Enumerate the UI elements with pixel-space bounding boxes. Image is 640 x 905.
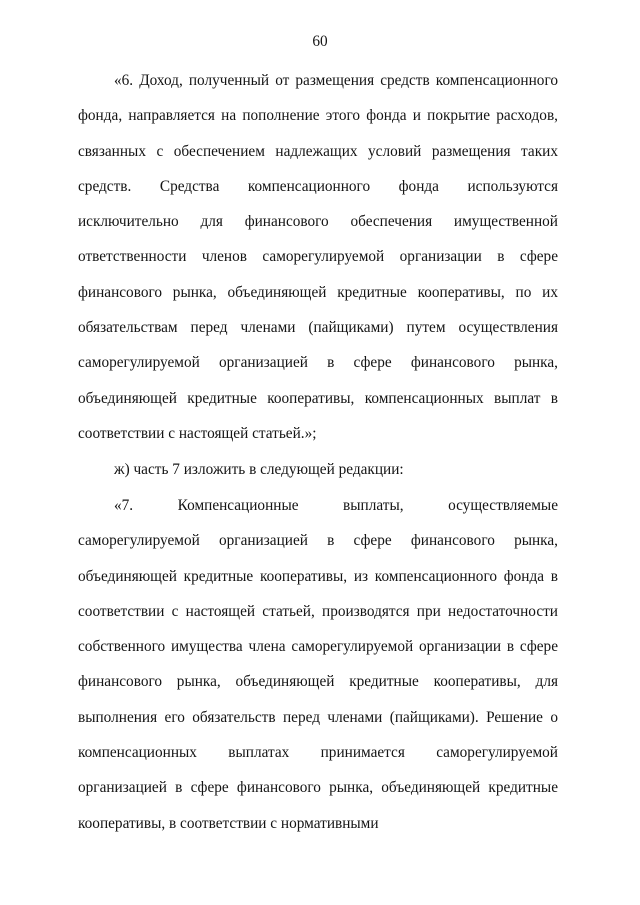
page-number: 60: [312, 33, 328, 50]
paragraph-amendment-instruction: ж) часть 7 изложить в следующей редакции:: [114, 461, 404, 478]
paragraph-compensation-payments: «7. Компенсационные выплаты, осуществляемые саморегулируемой организацией в сфере финансового рынка, объединяющей кредитные кооперативы, из компенсационного фонда в соответствии с настоящей статьей, производятся при недостаточности собственного имущества члена саморегулируемой организации в сфере финансового рынка, объединяющей кредитные кооперативы, для выполнения его обязательств перед членами (пайщиками). Решение о компенсационных выплатах принимается саморегулируемой организацией в сфере финансового рынка, объединяющей кредитные кооперативы, в соответствии с нормативными: [78, 497, 558, 832]
paragraph-compensation-fund-income: «6. Доход, полученный от размещения средств компенсационного фонда, направляется на пополнение этого фонда и покрытие расходов, связанных с обеспечением надлежащих условий размещения таких средств. Средства компенсационного фонда используются исключительно для финансового обеспечения имущественной ответственности членов саморегулируемой организации в сфере финансового рынка, объединяющей кредитные кооперативы, по их обязательствам перед членами (пайщиками) путем осуществления саморегулируемой организацией в сфере финансового рынка, объединяющей кредитные кооперативы, компенсационных выплат в соответствии с настоящей статьей.»;: [78, 72, 558, 442]
